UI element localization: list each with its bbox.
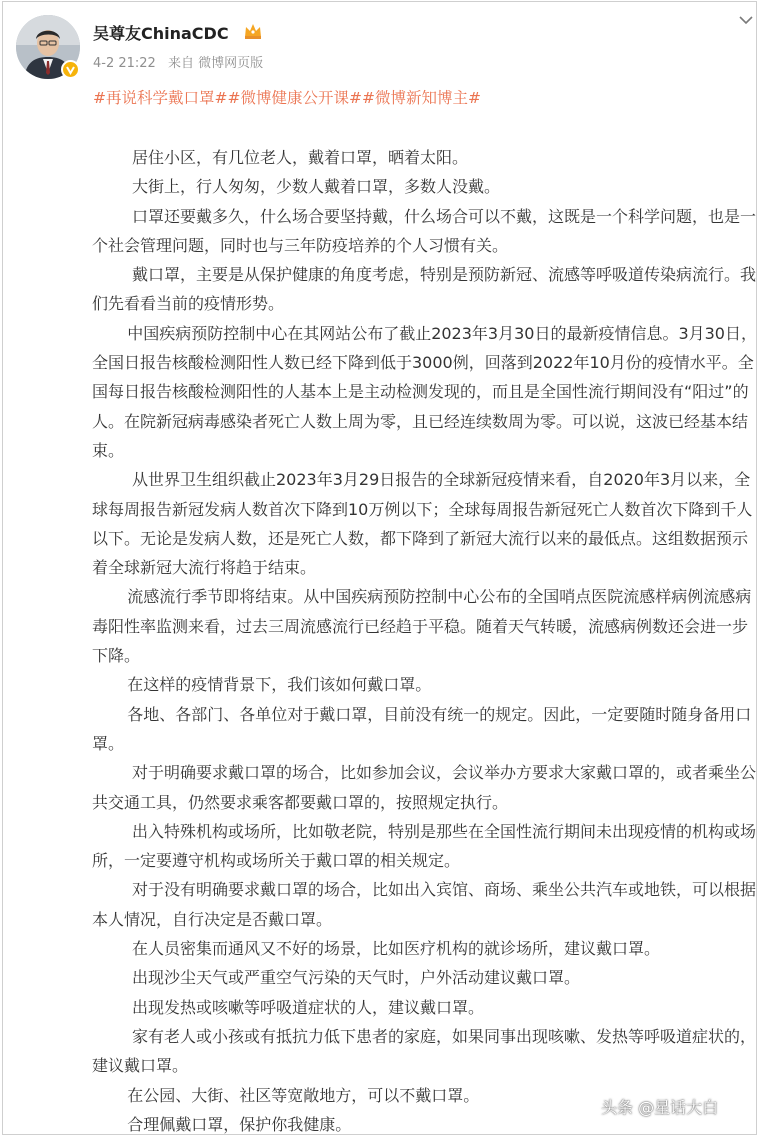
weibo-post-card	[2, 1, 757, 1135]
paragraph: 从世界卫生组织截止2023年3月29日报告的全球新冠疫情来看，自2020年3月以来，全球每周报告新冠发病人数首次下降到10万例以下；全球每周报告新冠死亡人数首次下降到千人以下。无论是发病人数，还是死亡人数，都下降到了新冠大流行以来的最低点。这组数据预示着全球新冠大流行将趋于结束。	[92, 470, 753, 578]
post-source: 来自 微博网页版	[167, 56, 264, 71]
paragraph: 出现沙尘天气或严重空气污染的天气时，户外活动建议戴口罩。	[132, 968, 581, 988]
crown-icon	[243, 22, 263, 40]
paragraph: 各地、各部门、各单位对于戴口罩，目前没有统一的规定。因此，一定要随时随身备用口罩。	[92, 704, 752, 753]
chevron-down-icon[interactable]	[736, 12, 756, 28]
paragraph: 对于明确要求戴口罩的场合，比如参加会议，会议举办方要求大家戴口罩的，或者乘坐公共交通工具，仍然要求乘客都要戴口罩的，按照规定执行。	[92, 763, 757, 812]
paragraph: 家有老人或小孩或有抵抗力低下患者的家庭，如果同事出现咳嗽、发热等呼吸道症状的，建议戴口罩。	[92, 1026, 757, 1076]
paragraph: 在公园、大街、社区等宽敞地方，可以不戴口罩。	[127, 1085, 480, 1105]
paragraph: 出现发热或咳嗽等呼吸道症状的人，建议戴口罩。	[132, 997, 485, 1017]
watermark: 头条 @星话大白	[601, 1098, 719, 1117]
paragraph: 中国疾病预防控制中心在其网站公布了截止2023年3月30日的最新疫情信息。3月30日，全国日报告核酸检测阳性人数已经下降到低于3000例，回落到2022年10月份的疫情水平。全国每日报告核酸检测阳性的人基本上是主动检测发现的，而且是全国性流行期间没有“阳过”的人。在院新冠病毒感染者死亡人数上周为零，且已经连续数周为零。可以说，这波已经基本结束。	[92, 323, 757, 460]
paragraph: 大街上，行人匆匆，少数人戴着口罩，多数人没戴。	[132, 177, 501, 197]
paragraph: 在这样的疫情背景下，我们该如何戴口罩。	[127, 675, 432, 695]
paragraph: 合理佩戴口罩，保护你我健康。	[127, 1114, 352, 1134]
paragraph: 对于没有明确要求戴口罩的场合，比如出入宾馆、商场、乘坐公共汽车或地铁，可以根据本人情况，自行决定是否戴口罩。	[92, 880, 757, 929]
verified-badge-icon	[61, 60, 80, 79]
hashtags[interactable]: #再说科学戴口罩##微博健康公开课##微博新知博主#	[93, 89, 481, 107]
paragraph: 戴口罩，主要是从保护健康的角度考虑，特别是预防新冠、流感等呼吸道传染病流行。我们先看看当前的疫情形势。	[92, 265, 757, 314]
paragraph: 居住小区，有几位老人，戴着口罩，晒着太阳。	[132, 148, 469, 167]
post-meta	[93, 52, 271, 71]
paragraph: 在人员密集而通风又不好的场景，比如医疗机构的就诊场所，建议戴口罩。	[132, 939, 661, 959]
post-time[interactable]: 4-2 21:22	[93, 56, 156, 71]
paragraph: 流感流行季节即将结束。从中国疾病预防控制中心公布的全国哨点医院流感样病例流感病毒阳性率监测来看，过去三周流感流行已经趋于平稳。随着天气转暖，流感病例数还会进一步下降。	[92, 587, 752, 666]
paragraph: 出入特殊机构或场所，比如敬老院，特别是那些在全国性流行期间未出现疫情的机构或场所，一定要遵守机构或场所关于戴口罩的相关规定。	[92, 821, 757, 871]
paragraph: 口罩还要戴多久，什么场合要坚持戴，什么场合可以不戴，这既是一个科学问题，也是一个社会管理问题，同时也与三年防疫培养的个人习惯有关。	[92, 206, 757, 255]
post-body	[92, 143, 760, 1139]
author-name[interactable]: 吴尊友ChinaCDC	[93, 24, 229, 43]
